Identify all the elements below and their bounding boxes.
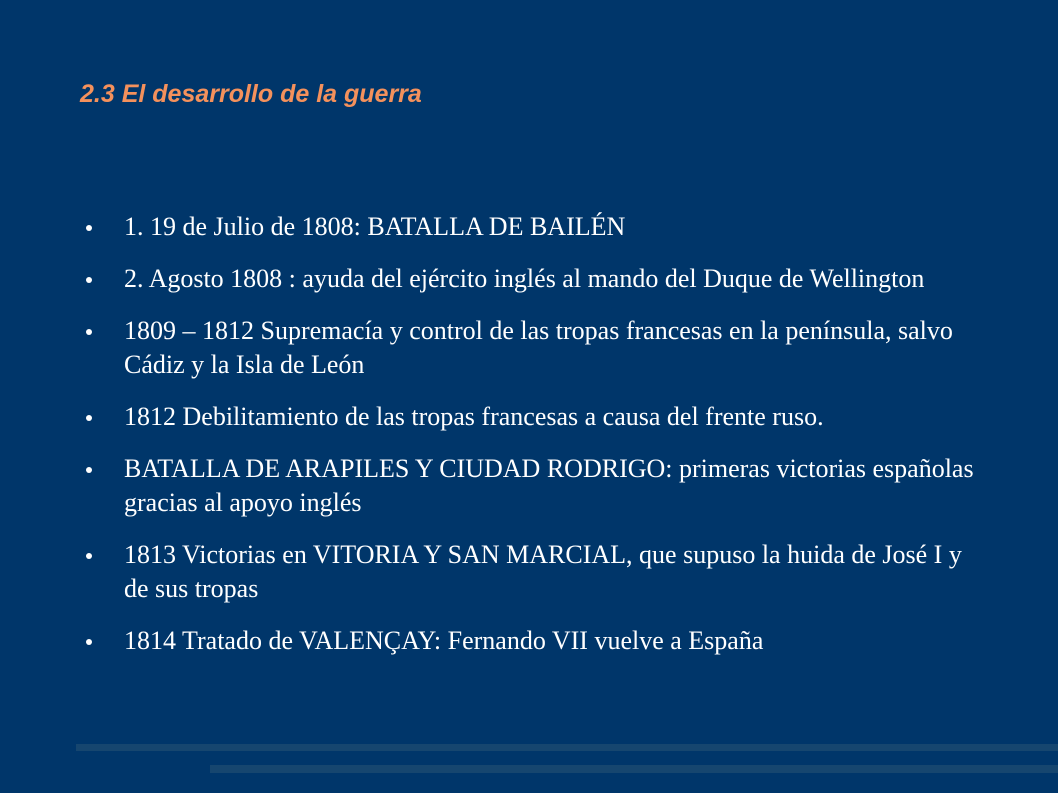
slide-title: 2.3 El desarrollo de la guerra <box>80 80 422 108</box>
bullet-text: 1813 Victorias en VITORIA Y SAN MARCIAL, que supuso la huida de José I y de sus tropas <box>124 540 962 603</box>
bullet-item <box>86 314 986 382</box>
bullet-item <box>86 452 986 520</box>
bullet-list <box>86 210 986 676</box>
bullet-item <box>86 624 986 658</box>
footer-bar-lower <box>210 765 1058 773</box>
bullet-dot-icon <box>86 225 92 231</box>
bullet-item <box>86 262 986 296</box>
bullet-item <box>86 538 986 606</box>
bullet-text: 1814 Tratado de VALENÇAY: Fernando VII vuelve a España <box>124 626 764 655</box>
bullet-text: 1. 19 de Julio de 1808: BATALLA DE BAILÉN <box>124 212 626 241</box>
bullet-dot-icon <box>86 467 92 473</box>
bullet-item <box>86 400 986 434</box>
bullet-text: 1812 Debilitamiento de las tropas francesas a causa del frente ruso. <box>124 402 824 431</box>
footer-bar <box>76 744 1058 751</box>
bullet-dot-icon <box>86 329 92 335</box>
bullet-item <box>86 210 986 244</box>
bullet-text: 2. Agosto 1808 : ayuda del ejército inglés al mando del Duque de Wellington <box>124 264 925 293</box>
bullet-text: 1809 – 1812 Supremacía y control de las tropas francesas en la península, salvo Cádiz y la Isla de León <box>124 316 953 379</box>
bullet-dot-icon <box>86 639 92 645</box>
bullet-dot-icon <box>86 553 92 559</box>
bullet-dot-icon <box>86 415 92 421</box>
bullet-text: BATALLA DE ARAPILES Y CIUDAD RODRIGO: primeras victorias españolas gracias al apoyo inglés <box>124 454 974 517</box>
bullet-dot-icon <box>86 277 92 283</box>
